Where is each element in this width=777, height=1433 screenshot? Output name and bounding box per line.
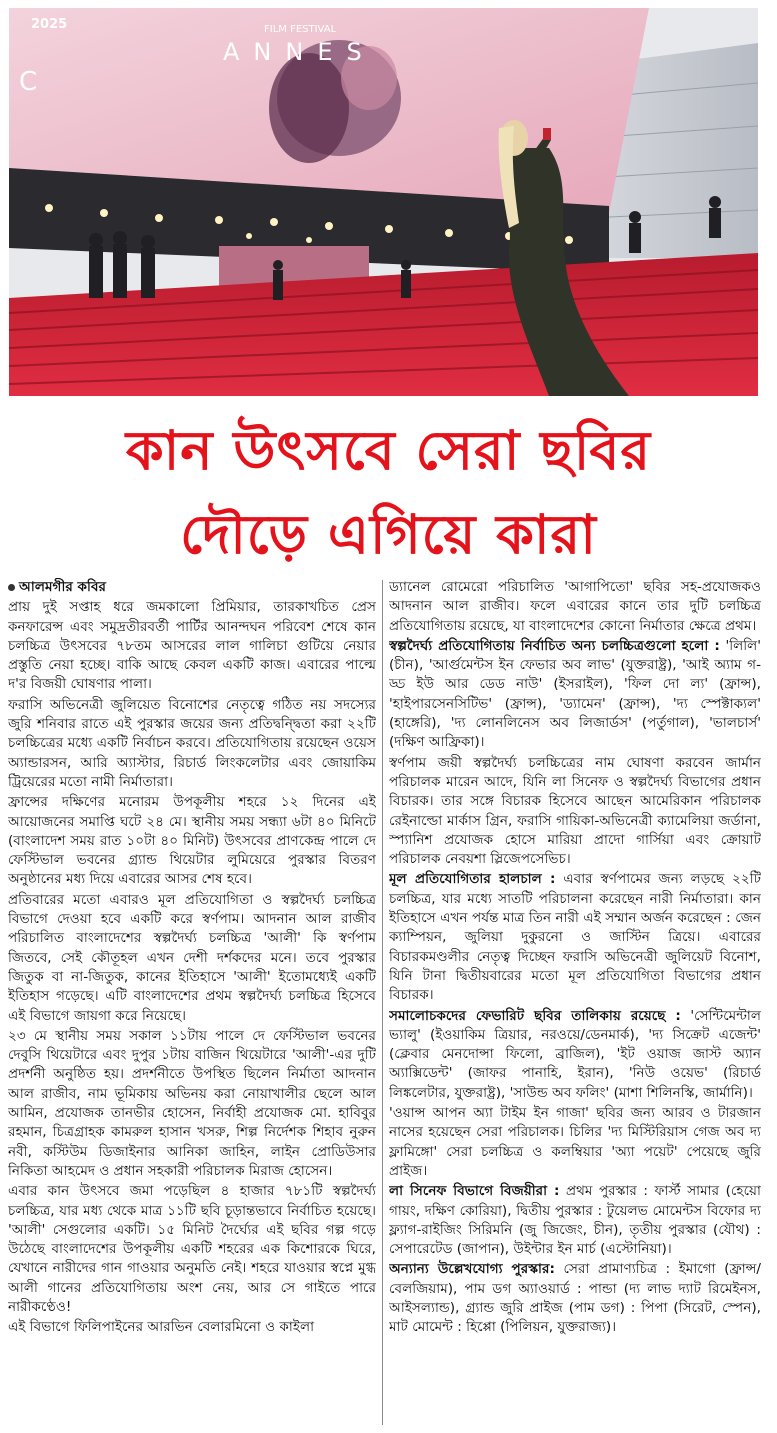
- section-heading: লা সিনেফ বিভাগে বিজয়ীরা :: [389, 1183, 560, 1200]
- paragraph: এবার কান উৎসবে জমা পড়েছিল ৪ হাজার ৭৮১টি স্বল্পদৈর্ঘ্য চলচ্চিত্র, যার মধ্য থেকে মাত্র ১১টি ছবি চূড়ান্তভাবে নির্বাচিত হয়েছে। 'আলী' সেগুলোর একটি। ১৫ মিনিট দৈর্ঘ্যের এই ছবির গল্প গড়ে উঠেছে বাংলাদেশের উপকূলীয় একটি শহরের এক কিশোরকে ঘিরে, যেখানে নারীদের গান গাওয়ার অনুমতি নেই। শহরে যাওয়ার স্বপ্নে মুগ্ধ আলী গানের প্রতিযোগিতায় অংশ নেয়, আর সে গাইতে পারে নারীকণ্ঠেও!: [8, 1183, 376, 1315]
- headline-line-1: কান উৎসবে সেরা ছবির: [125, 418, 652, 482]
- article-column-right: [389, 578, 761, 1428]
- section-heading: মূল প্রতিযোগিতার হালচাল :: [389, 871, 556, 888]
- section-paragraph: [389, 754, 761, 870]
- paragraph: ২৩ মে স্থানীয় সময় সকাল ১১টায় পালে দে ফেস্টিভাল ভবনের দেবুসি থিয়েটারে এবং দুপুর ১টায় বাজিন থিয়েটারে 'আলী'-এর দুটি প্রদর্শনী অনুষ্ঠিত হয়। প্রদর্শনীতে উপস্থিত ছিলেন নির্মাতা আদনান আল রাজীব, নাম ভূমিকায় অভিনয় করা নোয়াখালীর ছেলে আল আমিন, প্রযোজক তানভীর হোসেন, নির্বাহী প্রযোজক মো. হাবিবুর রহমান, চিত্রগ্রাহক কামরুল হাসান খসরু, শিল্প নির্দেশক শিহাব নুরুন নবী, কস্টিউম ডিজাইনার আনিকা জাহিন, লাইন প্রোডিউসার নিকিতা আহমেদ ও প্রধান সহকারী পরিচালক মিরাজ হোসেন।: [8, 1027, 376, 1179]
- bullet-dot-icon: [8, 584, 15, 591]
- cannes-red-carpet-photo: [9, 8, 758, 396]
- section-paragraph: [389, 1182, 761, 1259]
- section-heading: স্বল্পদৈর্ঘ্য প্রতিযোগিতায় নির্বাচিত অন্য চলচ্চিত্রগুলো হলো :: [389, 637, 720, 654]
- section-paragraph: [389, 870, 761, 1005]
- section-body: 'লিলি' (চীন), 'আর্গুমেন্টস ইন ফেভার অব লাভ' (যুক্তরাষ্ট্র), 'আই অ্যাম গ-ড্ড ইউ আর ডেড নাউ' (ইসরাইল), 'ফিল দো ল্য' (ফ্রান্স), 'হাইপারসেনসিটিভ' (ফ্রান্স), 'ড্যামেন' (ফ্রান্স), 'দ্য স্পেক্টাক্যল' (হাঙ্গেরি), 'দ্য লোনলিনেস অব লিজার্ডস' (পর্তুগাল), 'ভালচার্স' (দক্ষিণ আফ্রিকা)।: [389, 637, 761, 751]
- section-heading: সমালোচকদের ফেভারিট ছবির তালিকায় রয়েছে :: [389, 1007, 681, 1024]
- headline-line-2: দৌড়ে এগিয়ে কারা: [180, 502, 597, 566]
- section-paragraph: [389, 1104, 761, 1181]
- poster-letter: C: [19, 67, 48, 97]
- section-heading: অন্যান্য উল্লেখযোগ্য পুরস্কার:: [389, 1261, 555, 1278]
- poster-edition-text: FILM FESTIVAL: [264, 24, 337, 35]
- section-body: প্রথম পুরস্কার : ফার্স্ট সামার (হেয়ো গায়ং, দক্ষিণ কোরিয়া), দ্বিতীয় পুরস্কার : টুয়েলভ মোমেন্টস বিফোর দ্য ফ্ল্যাগ-রাইজিং সিরিমনি (জু জিজেং, চীন), তৃতীয় পুরস্কার (যৌথ) : সেপারেটেড (জাপান), উইন্টার ইন মার্চ (এস্টোনিয়া)।: [389, 1183, 761, 1258]
- paragraph: এই বিভাগে ফিলিপাইনের আরভিন বেলারমিনো ও কাইলা: [8, 1319, 315, 1336]
- photo-illustration: [9, 8, 758, 396]
- section-paragraph: [389, 637, 761, 753]
- paragraph: ড্যানেল রোমেরো পরিচালিত 'আগাপিতো' ছবির সহ-প্রযোজকও আদনান আল রাজীব। ফলে এবারের কানে তার দুটি চলচ্চিত্র প্রতিযোগিতায় রয়েছে, যা বাংলাদেশের কোনো নির্মাতার ক্ষেত্রে প্রথম।: [389, 579, 761, 634]
- section-body: সেরা প্রামাণ্যচিত্র : ইমাগো (ফ্রান্স/বেলজিয়াম), পাম ডগ অ্যাওয়ার্ড : পান্ডা (দ্য লাভ দ্যাট রিমেইনস, আইসল্যান্ড), গ্র্যান্ড জুরি প্রাইজ (পাম ডগ) : পিপা (সিরেট, স্পেন), মাট মোমেন্ট : হিপ্পো (পিলিয়ন, যুক্তরাজ্য)।: [389, 1261, 761, 1336]
- section-paragraph: [389, 1007, 761, 1103]
- section-body: এবার স্বর্ণপামের জন্য লড়ছে ২২টি চলচ্চিত্র, যার মধ্যে সাতটি পরিচালনা করেছেন নারী নির্মাতারা। কান ইতিহাসে এখন পর্যন্ত মাত্র তিন নারী এই সম্মান অর্জন করেছেন : জেন ক্যাম্পিয়ন, জুলিয়া দুকুরনো ও জাস্টিন ত্রিয়ে। এবারের বিচারকমণ্ডলীর নেতৃত্ব দিচ্ছেন ফরাসি অভিনেত্রী জুলিয়েট বিনোশ, যিনি টানা দ্বিতীয়বারের মতো মূল প্রতিযোগিতা বিভাগের প্রধান বিচারক।: [389, 871, 761, 1004]
- byline-author: আলমগীর কবির: [19, 579, 106, 595]
- paragraph: ফ্রান্সের দক্ষিণের মনোরম উপকূলীয় শহরে ১২ দিনের এই আয়োজনের সমাপ্তি ঘটে ২৪ মে। স্থানীয় সময় সন্ধ্যা ৬টা ৪০ মিনিটে (বাংলাদেশ সময় রাত ১০টা ৪০ মিনিট) উৎসবের প্রাণকেন্দ্র পালে দে ফেস্টিভাল ভবনের গ্র্যান্ড থিয়েটার লুমিয়েরে পুরস্কার বিতরণ অনুষ্ঠানের মধ্য দিয়ে এবারের আসর শেষ হবে।: [8, 794, 376, 888]
- column-divider: [382, 580, 383, 1425]
- section-body: স্বর্ণপাম জয়ী স্বল্পদৈর্ঘ্য চলচ্চিত্রের নাম ঘোষণা করবেন জার্মান পরিচালক মারেন আদে, যিনি লা সিনেফ ও স্বল্পদৈর্ঘ্য বিভাগের প্রধান বিচারক। তার সঙ্গে বিচারক হিসেবে আছেন আমেরিকান পরিচালক রেইনাল্ডো মার্কাস গ্রিন, ফরাসি গায়িকা-অভিনেত্রী ক্যামেলিয়া জর্ডানা, স্প্যানিশ প্রযোজক হোসে মারিয়া প্রাদো গার্সিয়া এবং ক্রোয়াট পরিচালক নেবয়শা স্লিজেপসেভিচ।: [389, 754, 761, 868]
- paragraph: প্রায় দুই সপ্তাহ ধরে জমকালো প্রিমিয়ার, তারকাখচিত প্রেস কনফারেন্স এবং সমুদ্রতীরবর্তী পার্টির আনন্দঘন পরিবেশ শেষে কান চলচ্চিত্র উৎসবের ৭৮তম আসরের লাল গালিচা গুটিয়ে নেয়ার প্রস্তুতি নেয়া হচ্ছে। বাকি আছে কেবল একটি কাজ। এবারের পাল্মে দ'র বিজয়ী ঘোষণার পালা।: [8, 599, 376, 693]
- section-paragraph: [389, 1260, 761, 1337]
- article-column-left: [8, 578, 376, 1428]
- byline: [8, 578, 376, 597]
- section-body: 'সেন্টিমেন্টাল ভ্যালু' (ইওয়াকিম ত্রিয়ার, নরওয়ে/ডেনমার্ক), 'দ্য সিক্রেট এজেন্ট' (ক্লেবার মেনদোন্সা ফিলো, ব্রাজিল), 'ইট ওয়াজ জাস্ট অ্যান অ্যাক্সিডেন্ট' (জাফর পানাহি, ইরান), 'নিউ ওয়েভ' (রিচার্ড লিঙ্কলেটার, যুক্তরাষ্ট্র), 'সাউন্ড অব ফলিং' (মাশা শিলিনস্কি, জার্মানি)।: [389, 1007, 761, 1101]
- section-body: 'ওয়ান্স আপন অ্যা টাইম ইন গাজা' ছবির জন্য আরব ও টারজান নাসের হয়েছেন সেরা পরিচালক। চিলির 'দ্য মিস্টিরিয়াস গেজ অব দ্য ফ্লামিঙ্গো' সেরা চলচ্চিত্র ও কলম্বিয়ার 'অ্যা পয়েট' পেয়েছে জুরি প্রাইজ।: [389, 1105, 761, 1179]
- paragraph: প্রতিবারের মতো এবারও মূল প্রতিযোগিতা ও স্বল্পদৈর্ঘ্য চলচ্চিত্র বিভাগে দেওয়া হবে একটি করে স্বর্ণপাম। আদনান আল রাজীব পরিচালিত বাংলাদেশের স্বল্পদৈর্ঘ্য চলচ্চিত্র 'আলী' কি স্বর্ণপাম জিতবে, সেই কৌতূহল এখন দেশী দর্শকদের মনে। তবে পুরস্কার জিতুক বা না-জিতুক, কানের ইতিহাসে 'আলী' ইতোমধ্যেই একটি ইতিহাস গড়েছে। এটি বাংলাদেশের প্রথম স্বল্পদৈর্ঘ্য চলচ্চিত্র হিসেবে এই বিভাগে জায়গা করে নিয়েছে।: [8, 891, 376, 1024]
- paragraph: ফরাসি অভিনেত্রী জুলিয়েত বিনোশের নেতৃত্বে গঠিত নয় সদস্যের জুরি শনিবার রাতে এই পুরস্কার জয়ের জন্য প্রতিদ্বন্দ্বিতা করা ২২টি চলচ্চিত্রের মধ্যে একটি নির্বাচন করবে। প্রতিযোগিতায় রয়েছেন ওয়েস অ্যান্ডারসন, আরি অ্যাস্টার, রিচার্ড লিংকলেটার এবং জোয়াকিম ট্রিয়েরের মতো নামী নির্মাতারা।: [8, 696, 376, 790]
- poster-festival-name: ANNES: [223, 38, 376, 66]
- poster-year: 2025: [31, 17, 68, 32]
- headline: [0, 408, 777, 576]
